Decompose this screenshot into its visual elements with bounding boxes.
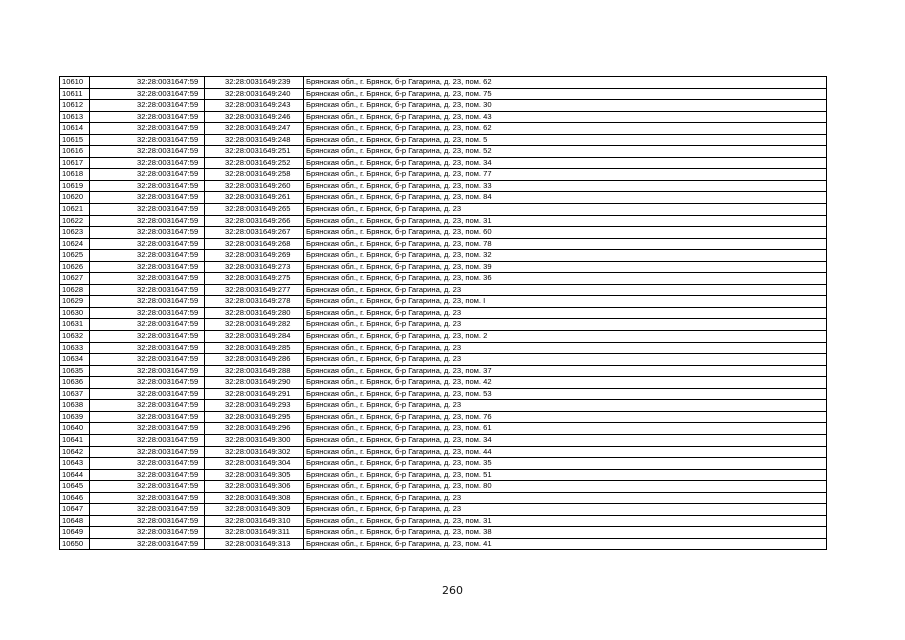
premises-number-cell: 32:28:0031649:304 — [205, 458, 304, 470]
row-number-cell: 10619 — [60, 180, 90, 192]
premises-number-cell: 32:28:0031649:286 — [205, 354, 304, 366]
row-number-cell: 10621 — [60, 204, 90, 216]
table-row — [60, 169, 827, 181]
land-parcel-number-cell: 32:28:0031647:59 — [90, 423, 205, 435]
premises-number-cell: 32:28:0031649:288 — [205, 365, 304, 377]
row-number-cell: 10617 — [60, 157, 90, 169]
table-row — [60, 354, 827, 366]
land-parcel-number-cell: 32:28:0031647:59 — [90, 365, 205, 377]
table-row — [60, 261, 827, 273]
land-parcel-number-cell: 32:28:0031647:59 — [90, 504, 205, 516]
row-number-cell: 10613 — [60, 111, 90, 123]
table-row — [60, 538, 827, 550]
table-row — [60, 227, 827, 239]
table-row — [60, 481, 827, 493]
land-parcel-number-cell: 32:28:0031647:59 — [90, 238, 205, 250]
address-cell: Брянская обл., г. Брянск, б-р Гагарина, д. 23, пом. 51 — [304, 469, 827, 481]
row-number-cell: 10631 — [60, 319, 90, 331]
address-cell: Брянская обл., г. Брянск, б-р Гагарина, д. 23, пом. 2 — [304, 331, 827, 343]
row-number-cell: 10639 — [60, 411, 90, 423]
table-row — [60, 273, 827, 285]
row-number-cell: 10618 — [60, 169, 90, 181]
premises-number-cell: 32:28:0031649:295 — [205, 411, 304, 423]
address-cell: Брянская обл., г. Брянск, б-р Гагарина, д. 23 — [304, 504, 827, 516]
premises-number-cell: 32:28:0031649:305 — [205, 469, 304, 481]
premises-number-cell: 32:28:0031649:266 — [205, 215, 304, 227]
premises-number-cell: 32:28:0031649:300 — [205, 434, 304, 446]
table-row — [60, 504, 827, 516]
row-number-cell: 10630 — [60, 307, 90, 319]
table-row — [60, 77, 827, 89]
address-cell: Брянская обл., г. Брянск, б-р Гагарина, д. 23, пом. 61 — [304, 423, 827, 435]
address-cell: Брянская обл., г. Брянск, б-р Гагарина, д. 23, пом. 35 — [304, 458, 827, 470]
land-parcel-number-cell: 32:28:0031647:59 — [90, 296, 205, 308]
address-cell: Брянская обл., г. Брянск, б-р Гагарина, д. 23, пом. 77 — [304, 169, 827, 181]
land-parcel-number-cell: 32:28:0031647:59 — [90, 250, 205, 262]
address-cell: Брянская обл., г. Брянск, б-р Гагарина, д. 23, пом. 43 — [304, 111, 827, 123]
address-cell: Брянская обл., г. Брянск, б-р Гагарина, д. 23, пом. 5 — [304, 134, 827, 146]
table-body — [60, 77, 827, 550]
table-row — [60, 146, 827, 158]
row-number-cell: 10611 — [60, 88, 90, 100]
land-parcel-number-cell: 32:28:0031647:59 — [90, 215, 205, 227]
row-number-cell: 10645 — [60, 481, 90, 493]
table-row — [60, 342, 827, 354]
table-row — [60, 377, 827, 389]
row-number-cell: 10614 — [60, 123, 90, 135]
land-parcel-number-cell: 32:28:0031647:59 — [90, 273, 205, 285]
premises-number-cell: 32:28:0031649:240 — [205, 88, 304, 100]
table-row — [60, 527, 827, 539]
address-cell: Брянская обл., г. Брянск, б-р Гагарина, д. 23, пом. 76 — [304, 411, 827, 423]
page-number: 260 — [442, 584, 463, 597]
land-parcel-number-cell: 32:28:0031647:59 — [90, 307, 205, 319]
address-cell: Брянская обл., г. Брянск, б-р Гагарина, д. 23, пом. 34 — [304, 434, 827, 446]
row-number-cell: 10637 — [60, 388, 90, 400]
land-parcel-number-cell: 32:28:0031647:59 — [90, 388, 205, 400]
row-number-cell: 10629 — [60, 296, 90, 308]
address-cell: Брянская обл., г. Брянск, б-р Гагарина, д. 23, пом. 42 — [304, 377, 827, 389]
row-number-cell: 10620 — [60, 192, 90, 204]
premises-number-cell: 32:28:0031649:239 — [205, 77, 304, 89]
row-number-cell: 10622 — [60, 215, 90, 227]
premises-number-cell: 32:28:0031649:291 — [205, 388, 304, 400]
address-cell: Брянская обл., г. Брянск, б-р Гагарина, д. 23 — [304, 492, 827, 504]
address-cell: Брянская обл., г. Брянск, б-р Гагарина, д. 23 — [304, 204, 827, 216]
address-cell: Брянская обл., г. Брянск, б-р Гагарина, д. 23, пом. 84 — [304, 192, 827, 204]
row-number-cell: 10647 — [60, 504, 90, 516]
address-cell: Брянская обл., г. Брянск, б-р Гагарина, д. 23, пом. 31 — [304, 215, 827, 227]
premises-number-cell: 32:28:0031649:284 — [205, 331, 304, 343]
land-parcel-number-cell: 32:28:0031647:59 — [90, 319, 205, 331]
address-cell: Брянская обл., г. Брянск, б-р Гагарина, д. 23, пом. 31 — [304, 515, 827, 527]
table-row — [60, 215, 827, 227]
land-parcel-number-cell: 32:28:0031647:59 — [90, 538, 205, 550]
land-parcel-number-cell: 32:28:0031647:59 — [90, 400, 205, 412]
table-row — [60, 100, 827, 112]
premises-number-cell: 32:28:0031649:248 — [205, 134, 304, 146]
address-cell: Брянская обл., г. Брянск, б-р Гагарина, д. 23 — [304, 284, 827, 296]
address-cell: Брянская обл., г. Брянск, б-р Гагарина, д. 23, пом. 30 — [304, 100, 827, 112]
row-number-cell: 10643 — [60, 458, 90, 470]
table-row — [60, 434, 827, 446]
premises-number-cell: 32:28:0031649:260 — [205, 180, 304, 192]
land-parcel-number-cell: 32:28:0031647:59 — [90, 354, 205, 366]
premises-number-cell: 32:28:0031649:309 — [205, 504, 304, 516]
premises-number-cell: 32:28:0031649:278 — [205, 296, 304, 308]
address-cell: Брянская обл., г. Брянск, б-р Гагарина, д. 23, пом. 60 — [304, 227, 827, 239]
address-cell: Брянская обл., г. Брянск, б-р Гагарина, д. 23, пом. 36 — [304, 273, 827, 285]
premises-number-cell: 32:28:0031649:277 — [205, 284, 304, 296]
land-parcel-number-cell: 32:28:0031647:59 — [90, 515, 205, 527]
land-parcel-number-cell: 32:28:0031647:59 — [90, 146, 205, 158]
table-row — [60, 123, 827, 135]
land-parcel-number-cell: 32:28:0031647:59 — [90, 192, 205, 204]
row-number-cell: 10616 — [60, 146, 90, 158]
premises-number-cell: 32:28:0031649:313 — [205, 538, 304, 550]
row-number-cell: 10646 — [60, 492, 90, 504]
row-number-cell: 10627 — [60, 273, 90, 285]
land-parcel-number-cell: 32:28:0031647:59 — [90, 377, 205, 389]
address-cell: Брянская обл., г. Брянск, б-р Гагарина, д. 23, пом. 33 — [304, 180, 827, 192]
table-row — [60, 134, 827, 146]
address-cell: Брянская обл., г. Брянск, б-р Гагарина, д. 23, пом. 75 — [304, 88, 827, 100]
premises-number-cell: 32:28:0031649:268 — [205, 238, 304, 250]
land-parcel-number-cell: 32:28:0031647:59 — [90, 111, 205, 123]
land-parcel-number-cell: 32:28:0031647:59 — [90, 134, 205, 146]
table-row — [60, 296, 827, 308]
premises-number-cell: 32:28:0031649:246 — [205, 111, 304, 123]
premises-number-cell: 32:28:0031649:267 — [205, 227, 304, 239]
land-parcel-number-cell: 32:28:0031647:59 — [90, 481, 205, 493]
premises-number-cell: 32:28:0031649:308 — [205, 492, 304, 504]
row-number-cell: 10635 — [60, 365, 90, 377]
address-cell: Брянская обл., г. Брянск, б-р Гагарина, д. 23, пом. 44 — [304, 446, 827, 458]
land-parcel-number-cell: 32:28:0031647:59 — [90, 204, 205, 216]
premises-number-cell: 32:28:0031649:306 — [205, 481, 304, 493]
table-row — [60, 319, 827, 331]
row-number-cell: 10649 — [60, 527, 90, 539]
row-number-cell: 10625 — [60, 250, 90, 262]
premises-number-cell: 32:28:0031649:296 — [205, 423, 304, 435]
premises-number-cell: 32:28:0031649:261 — [205, 192, 304, 204]
row-number-cell: 10628 — [60, 284, 90, 296]
table-row — [60, 492, 827, 504]
row-number-cell: 10650 — [60, 538, 90, 550]
address-cell: Брянская обл., г. Брянск, б-р Гагарина, д. 23 — [304, 307, 827, 319]
land-parcel-number-cell: 32:28:0031647:59 — [90, 331, 205, 343]
land-parcel-number-cell: 32:28:0031647:59 — [90, 261, 205, 273]
table-row — [60, 192, 827, 204]
address-cell: Брянская обл., г. Брянск, б-р Гагарина, д. 23 — [304, 400, 827, 412]
premises-number-cell: 32:28:0031649:273 — [205, 261, 304, 273]
table-row — [60, 204, 827, 216]
address-cell: Брянская обл., г. Брянск, б-р Гагарина, д. 23 — [304, 319, 827, 331]
row-number-cell: 10638 — [60, 400, 90, 412]
table-row — [60, 458, 827, 470]
table-row — [60, 411, 827, 423]
land-parcel-number-cell: 32:28:0031647:59 — [90, 434, 205, 446]
land-parcel-number-cell: 32:28:0031647:59 — [90, 527, 205, 539]
row-number-cell: 10626 — [60, 261, 90, 273]
premises-number-cell: 32:28:0031649:280 — [205, 307, 304, 319]
land-parcel-number-cell: 32:28:0031647:59 — [90, 492, 205, 504]
address-cell: Брянская обл., г. Брянск, б-р Гагарина, д. 23, пом. 34 — [304, 157, 827, 169]
land-parcel-number-cell: 32:28:0031647:59 — [90, 77, 205, 89]
land-parcel-number-cell: 32:28:0031647:59 — [90, 342, 205, 354]
address-cell: Брянская обл., г. Брянск, б-р Гагарина, д. 23, пом. 62 — [304, 77, 827, 89]
land-parcel-number-cell: 32:28:0031647:59 — [90, 180, 205, 192]
land-parcel-number-cell: 32:28:0031647:59 — [90, 458, 205, 470]
table-row — [60, 515, 827, 527]
address-cell: Брянская обл., г. Брянск, б-р Гагарина, д. 23, пом. 32 — [304, 250, 827, 262]
row-number-cell: 10623 — [60, 227, 90, 239]
land-parcel-number-cell: 32:28:0031647:59 — [90, 227, 205, 239]
table-row — [60, 365, 827, 377]
table-row — [60, 88, 827, 100]
premises-number-cell: 32:28:0031649:282 — [205, 319, 304, 331]
table-row — [60, 307, 827, 319]
table-row — [60, 238, 827, 250]
land-parcel-number-cell: 32:28:0031647:59 — [90, 469, 205, 481]
row-number-cell: 10633 — [60, 342, 90, 354]
cadastral-register-table — [59, 76, 827, 550]
table-row — [60, 469, 827, 481]
premises-number-cell: 32:28:0031649:311 — [205, 527, 304, 539]
premises-number-cell: 32:28:0031649:243 — [205, 100, 304, 112]
premises-number-cell: 32:28:0031649:285 — [205, 342, 304, 354]
land-parcel-number-cell: 32:28:0031647:59 — [90, 446, 205, 458]
row-number-cell: 10641 — [60, 434, 90, 446]
address-cell: Брянская обл., г. Брянск, б-р Гагарина, д. 23, пом. 78 — [304, 238, 827, 250]
address-cell: Брянская обл., г. Брянск, б-р Гагарина, д. 23 — [304, 342, 827, 354]
premises-number-cell: 32:28:0031649:258 — [205, 169, 304, 181]
table-row — [60, 400, 827, 412]
address-cell: Брянская обл., г. Брянск, б-р Гагарина, д. 23 — [304, 354, 827, 366]
table-row — [60, 446, 827, 458]
premises-number-cell: 32:28:0031649:252 — [205, 157, 304, 169]
land-parcel-number-cell: 32:28:0031647:59 — [90, 411, 205, 423]
premises-number-cell: 32:28:0031649:265 — [205, 204, 304, 216]
land-parcel-number-cell: 32:28:0031647:59 — [90, 157, 205, 169]
row-number-cell: 10644 — [60, 469, 90, 481]
address-cell: Брянская обл., г. Брянск, б-р Гагарина, д. 23, пом. 62 — [304, 123, 827, 135]
land-parcel-number-cell: 32:28:0031647:59 — [90, 123, 205, 135]
row-number-cell: 10610 — [60, 77, 90, 89]
address-cell: Брянская обл., г. Брянск, б-р Гагарина, д. 23, пом. 41 — [304, 538, 827, 550]
row-number-cell: 10640 — [60, 423, 90, 435]
premises-number-cell: 32:28:0031649:275 — [205, 273, 304, 285]
row-number-cell: 10632 — [60, 331, 90, 343]
address-cell: Брянская обл., г. Брянск, б-р Гагарина, д. 23, пом. 37 — [304, 365, 827, 377]
row-number-cell: 10634 — [60, 354, 90, 366]
table-row — [60, 180, 827, 192]
premises-number-cell: 32:28:0031649:247 — [205, 123, 304, 135]
land-parcel-number-cell: 32:28:0031647:59 — [90, 88, 205, 100]
row-number-cell: 10648 — [60, 515, 90, 527]
row-number-cell: 10612 — [60, 100, 90, 112]
land-parcel-number-cell: 32:28:0031647:59 — [90, 169, 205, 181]
table-row — [60, 250, 827, 262]
address-cell: Брянская обл., г. Брянск, б-р Гагарина, д. 23, пом. 39 — [304, 261, 827, 273]
row-number-cell: 10624 — [60, 238, 90, 250]
table-row — [60, 423, 827, 435]
land-parcel-number-cell: 32:28:0031647:59 — [90, 100, 205, 112]
premises-number-cell: 32:28:0031649:269 — [205, 250, 304, 262]
row-number-cell: 10636 — [60, 377, 90, 389]
address-cell: Брянская обл., г. Брянск, б-р Гагарина, д. 23, пом. I — [304, 296, 827, 308]
premises-number-cell: 32:28:0031649:290 — [205, 377, 304, 389]
row-number-cell: 10642 — [60, 446, 90, 458]
premises-number-cell: 32:28:0031649:251 — [205, 146, 304, 158]
table-row — [60, 157, 827, 169]
table-row — [60, 111, 827, 123]
table-row — [60, 284, 827, 296]
land-parcel-number-cell: 32:28:0031647:59 — [90, 284, 205, 296]
address-cell: Брянская обл., г. Брянск, б-р Гагарина, д. 23, пом. 53 — [304, 388, 827, 400]
address-cell: Брянская обл., г. Брянск, б-р Гагарина, д. 23, пом. 80 — [304, 481, 827, 493]
table-row — [60, 388, 827, 400]
premises-number-cell: 32:28:0031649:310 — [205, 515, 304, 527]
address-cell: Брянская обл., г. Брянск, б-р Гагарина, д. 23, пом. 38 — [304, 527, 827, 539]
address-cell: Брянская обл., г. Брянск, б-р Гагарина, д. 23, пом. 52 — [304, 146, 827, 158]
row-number-cell: 10615 — [60, 134, 90, 146]
premises-number-cell: 32:28:0031649:302 — [205, 446, 304, 458]
premises-number-cell: 32:28:0031649:293 — [205, 400, 304, 412]
table-row — [60, 331, 827, 343]
